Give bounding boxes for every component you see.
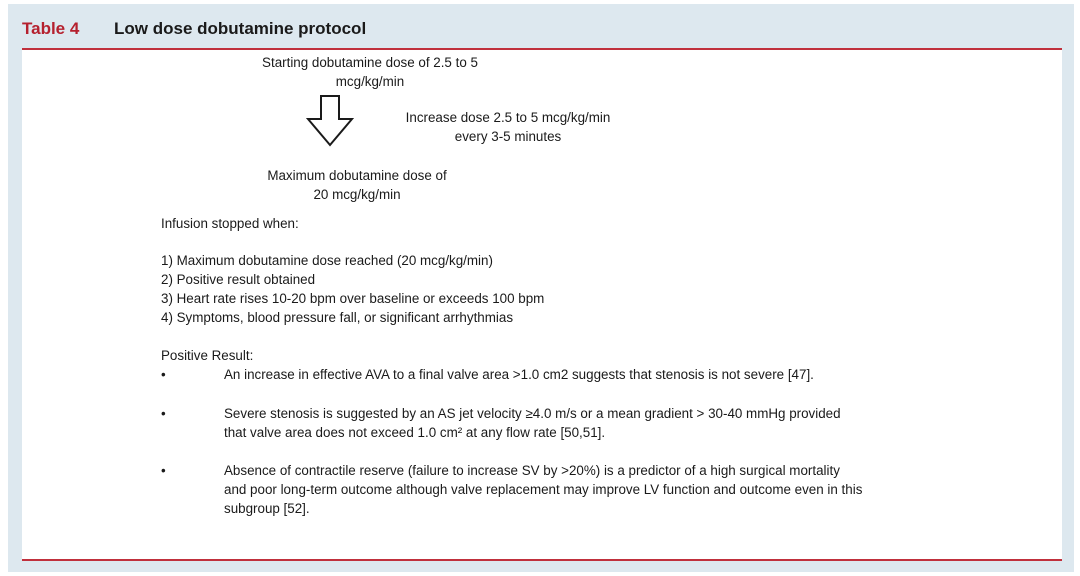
stop-item-1: 1) Maximum dobutamine dose reached (20 mcg/kg/min) [161, 253, 493, 268]
table-number: Table 4 [22, 19, 80, 38]
table-title: Low dose dobutamine protocol [114, 19, 367, 38]
table-header [22, 14, 366, 44]
positive-item-3-line3: subgroup [52]. [224, 501, 310, 516]
positive-item-3-line1: Absence of contractile reserve (failure to increase SV by >20%) is a predictor of a high surgical mortality [224, 463, 840, 478]
positive-item-2-line2: that valve area does not exceed 1.0 cm² at any flow rate [50,51]. [224, 425, 606, 440]
table-frame [8, 4, 1074, 572]
max-dose-line1: Maximum dobutamine dose of [267, 168, 447, 183]
positive-item-2-line1: Severe stenosis is suggested by an AS jet velocity ≥4.0 m/s or a mean gradient > 30-40 mmHg provided [224, 406, 841, 421]
positive-item-3-line2: and poor long-term outcome although valve replacement may improve LV function and outcome even in this [224, 482, 863, 497]
bullet-2: • [161, 406, 166, 421]
stop-heading: Infusion stopped when: [161, 216, 299, 231]
start-dose-line2: mcg/kg/min [335, 74, 405, 89]
bullet-3: • [161, 463, 166, 478]
positive-heading: Positive Result: [161, 348, 254, 363]
max-dose-line2: 20 mcg/kg/min [313, 187, 401, 202]
stop-item-2: 2) Positive result obtained [161, 272, 316, 287]
bottom-rule [22, 559, 1062, 561]
bullet-1: • [161, 367, 166, 382]
table-body [22, 50, 1062, 559]
increase-dose-line2: every 3-5 minutes [454, 129, 562, 144]
stop-item-4: 4) Symptoms, blood pressure fall, or significant arrhythmias [161, 310, 514, 325]
increase-dose-line1: Increase dose 2.5 to 5 mcg/kg/min [405, 110, 611, 125]
stop-item-3: 3) Heart rate rises 10-20 bpm over baseline or exceeds 100 bpm [161, 291, 545, 306]
down-arrow-icon [306, 95, 354, 147]
start-dose-line1: Starting dobutamine dose of 2.5 to 5 [262, 55, 478, 70]
positive-item-1: An increase in effective AVA to a final valve area >1.0 cm2 suggests that stenosis is not severe [47]. [224, 367, 814, 382]
